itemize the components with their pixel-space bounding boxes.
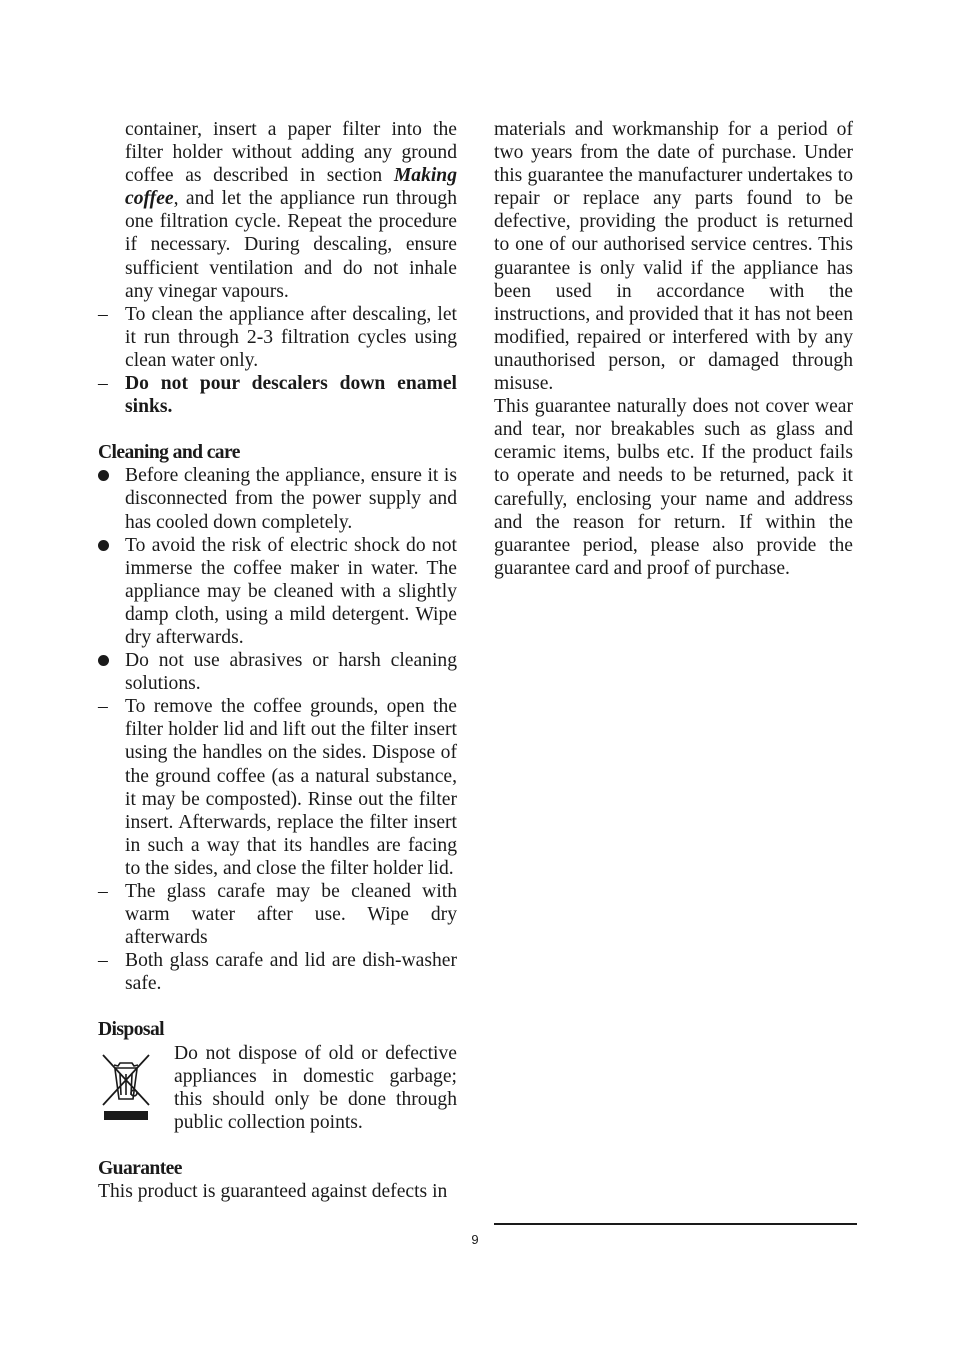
dash-item-text: Both glass carafe and lid are dish-washer safe. — [125, 950, 457, 995]
bullet-item-text: To avoid the risk of electric shock do not immerse the coffee maker in water. The appliance may be cleaned with a slightly damp cloth, using a mild detergent. Wipe dry afterwards. — [125, 534, 457, 648]
guarantee-heading: Guarantee — [98, 1157, 182, 1179]
cleaning-dash-item — [98, 695, 457, 880]
cleaning-bullet-item — [98, 534, 457, 649]
bullet-icon — [98, 540, 109, 551]
bullet-icon — [98, 470, 109, 481]
making-coffee-reference: Making coffee — [125, 165, 457, 210]
page-number: 9 — [471, 1232, 479, 1247]
dash-item-text: To clean the appliance after descaling, let it run through 2-3 filtration cycles using clean water only. — [125, 303, 457, 371]
dash-marker: – — [98, 303, 108, 325]
bullet-item-text: Do not use abrasives or harsh cleaning solutions. — [125, 650, 457, 695]
cleaning-bullet-item — [98, 464, 457, 533]
disposal-text: Do not dispose of old or defective appliances in domestic garbage; this should only be done through public collection points. — [174, 1042, 457, 1133]
left-column — [98, 118, 457, 1203]
guarantee-paragraph-1: materials and workmanship for a period of two years from the date of purchase. Under this guarantee the manufacturer undertakes to repair or replace any parts found to be defective, providing the product is returned to one of our authorised service centres. This guarantee is only valid if the appliance has been used in accordance with the instructions, and provided that it has not been modified, repaired or interfered with by any unauthorised person, or damaged through misuse. — [494, 119, 853, 395]
footer-rule — [494, 1223, 857, 1225]
crossed-out-wheelie-bin-icon — [98, 1042, 174, 1130]
disposal-block — [98, 1042, 457, 1134]
dash-marker: – — [98, 881, 108, 902]
descaling-dash-item — [98, 303, 457, 372]
right-column — [494, 118, 853, 580]
dash-marker: – — [98, 373, 108, 395]
descaling-warning-item — [98, 372, 457, 418]
descaling-text-a: container, insert a paper filter into the filter holder without adding any ground coffee as described in section — [125, 119, 457, 187]
disposal-heading: Disposal — [98, 1019, 164, 1041]
descaling-text-b: , and let the appliance run through one filtration cycle. Repeat the procedure if necessary. During descaling, ensure sufficient ventilation and do not inhale any vinegar vapours. — [125, 188, 457, 302]
cleaning-bullet-item — [98, 649, 457, 695]
dash-item-text: The glass carafe may be cleaned with warm water after use. Wipe dry afterwards — [125, 881, 457, 949]
guarantee-paragraph-2: This guarantee naturally does not cover wear and tear, nor breakables such as glass and ceramic items, bulbs etc. If the product fails to operate and needs to be returned, pack it carefully, enclosing your name and address and the reason for return. If within the guarantee period, please also provide the guarantee card and proof of purchase. — [494, 396, 853, 579]
dash-item-text: Do not pour descalers down enamel sinks. — [125, 373, 457, 418]
bullet-item-text: Before cleaning the appliance, ensure it is disconnected from the power supply and has cooled down completely. — [125, 465, 457, 533]
cleaning-heading: Cleaning and care — [98, 442, 240, 464]
cleaning-dash-item — [98, 949, 457, 995]
dash-marker: – — [98, 696, 108, 718]
dash-item-text: To remove the coffee grounds, open the filter holder lid and lift out the filter insert using the handles on the sides. Dispose of the ground coffee (as a natural substance, it may be composted). Rinse out the filter insert. Afterwards, replace the filter insert in such a way that its handles are facing to the sides, and close the filter holder lid. — [125, 696, 457, 879]
dash-marker: – — [98, 950, 108, 972]
descaling-continued-paragraph — [98, 118, 457, 303]
bullet-icon — [98, 655, 109, 666]
guarantee-text-start: This product is guaranteed against defects in — [98, 1181, 448, 1203]
cleaning-dash-item — [98, 880, 457, 949]
